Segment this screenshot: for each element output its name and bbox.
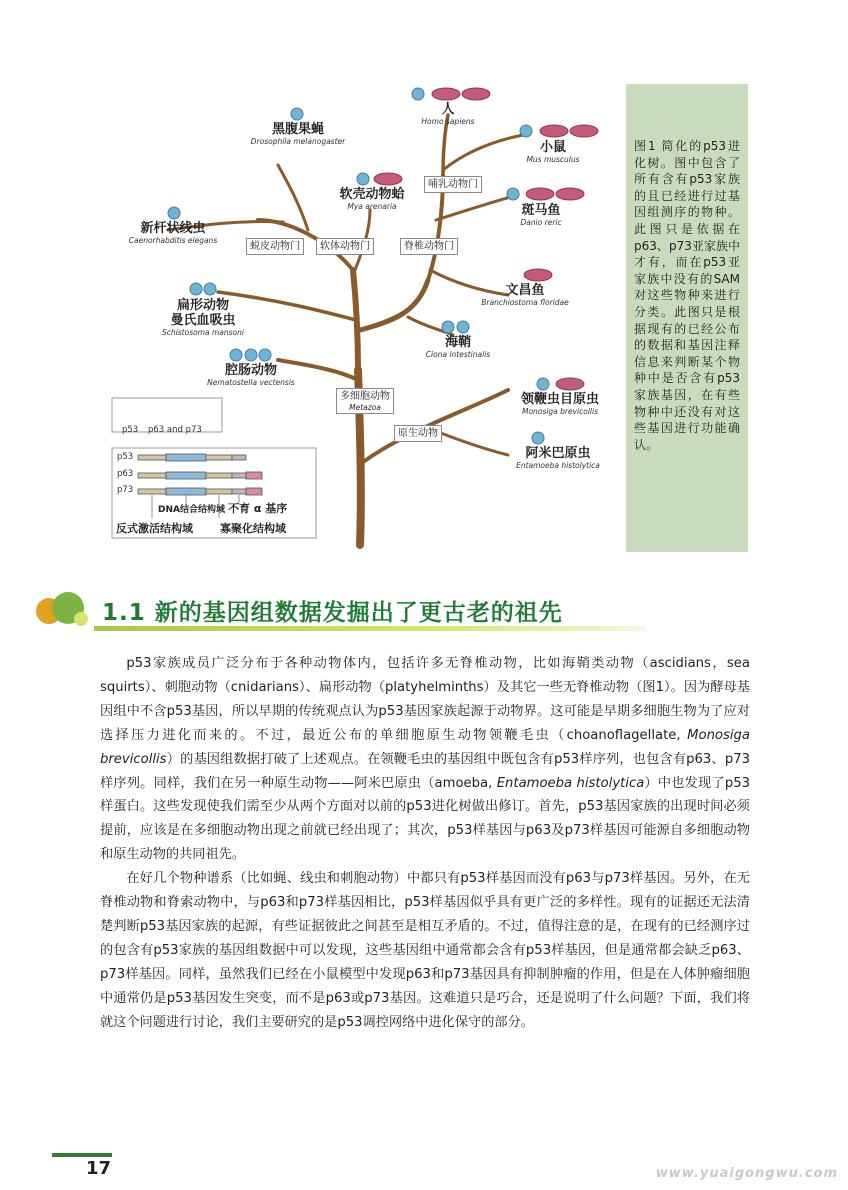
watermark: www.yuaigongwu.com [655, 1166, 838, 1181]
species-latin: Monosiga brevicollis [522, 407, 598, 416]
species-name: 软壳动物蛤 [339, 187, 405, 202]
species-name: 阿米巴原虫 [525, 446, 591, 461]
legend-sam-domain: 不育 α 基序 [228, 502, 288, 515]
section-title: 1.1 新的基因组数据发掘出了更古老的祖先 [102, 600, 563, 626]
species-name: 腔肠动物 [224, 363, 277, 378]
clade-metazoa-latin: Metazoa [349, 403, 381, 412]
species-latin: Entamoeba histolytica [516, 461, 600, 470]
paragraph-1 [100, 652, 750, 867]
species-latin: Danio reric [520, 218, 562, 227]
species-entamoeba [510, 446, 606, 471]
legend-p53-label: p53 [122, 425, 139, 435]
species-nematode [118, 221, 228, 246]
p1-italic-monosiga: Monosiga brevicollis [100, 727, 750, 767]
species-name: 人 [441, 102, 455, 117]
species-name: 文昌鱼 [505, 283, 545, 298]
p1-part-c: ）的基因组数据打破了上述观点。在领鞭毛虫的基因组中既包含有p53样序列，也包含有p63、p73样序列。同样，我们在另一种原生动物——阿米巴原虫（amoeba, [100, 751, 750, 791]
p1-part-a: p53家族成员广泛分布于各种动物体内，包括许多无脊椎动物，比如海鞘类动物（ascidians，sea squirts）、刺胞动物（cnidarians）、扁形动物（platyhelminths）及其它一些无脊椎动物（图1）。因为酵母基因组中不含p53基因，所以早期的传统观点认为p53基因家族起源于动物界。这可能是早期多细胞生物为了应对选择压力进化而来的。不过，最近公布的单细胞原生动物领鞭毛虫（choanoflagellate, [100, 656, 750, 743]
species-name: 新杆状线虫 [140, 221, 206, 236]
body-text [100, 652, 750, 1035]
species-name: 领鞭虫目原虫 [520, 392, 599, 407]
clade-protozoa: 原生动物 [394, 425, 442, 442]
decor-ball-lime [74, 612, 88, 626]
figure-caption [626, 84, 748, 552]
clade-mollusca: 软体动物门 [316, 238, 374, 255]
species-monosiga [512, 392, 608, 417]
species-mouse [508, 140, 598, 165]
species-name: 扁形动物 [176, 298, 229, 313]
species-drosophila [228, 122, 368, 147]
legend-row-p53: p53 [117, 452, 134, 462]
species-clam [324, 187, 420, 212]
legend-dna-domain: DNA结合结构域 [158, 505, 225, 515]
legend-trans-domain: 反式激活结构域 [116, 522, 193, 535]
species-name: 海鞘 [444, 335, 471, 350]
caption-text: 图1 简化的p53进化树。图中包含了所有含有p53家族的且已经进行过基因组测序的物种。此图只是依据在p63、p73亚家族中才有，而在p53亚家族中没有的SAM对这些物种来进行分类。此图只是根据现有的已经公布的数据和基因注释信息来判断某个物种中是否含有p53家族基因，在有些物种中还没有对这些基因进行功能确认。 [634, 139, 740, 452]
species-latin: Homo sapiens [421, 117, 475, 126]
species-name-2: 曼氏血吸虫 [170, 313, 236, 328]
page-number: 17 [86, 1158, 112, 1179]
species-latin: Caenorhabditis elegans [128, 236, 218, 245]
species-latin: Ciona intestinalis [425, 350, 491, 359]
page-number-rule [52, 1153, 112, 1157]
species-latin: Mus musculus [526, 155, 580, 164]
species-human [388, 102, 508, 127]
species-name: 黑腹果蝇 [271, 122, 324, 137]
clade-ecdysozoa: 蜕皮动物门 [246, 238, 304, 255]
species-amphioxus [470, 283, 580, 308]
species-latin: Nematostella vectensis [207, 378, 295, 387]
species-ciona [418, 335, 498, 360]
paragraph-2: 在好几个物种谱系（比如蝇、线虫和刺胞动物）中都只有p53样基因而没有p63与p73样基因。另外，在无脊椎动物和脊索动物中，与p63和p73样基因相比，p53样基因似乎具有更广泛的多样性。现有的证据还无法清楚判断p53基因家族的起源，有些证据彼此之间甚至是相互矛盾的。不过，值得注意的是，在现有的已经测序过的包含有p53家族的基因组数据中可以发现，这些基因组中通常都会含有p53样基因，但是通常都会缺乏p63、p73样基因。同样，虽然我们已经在小鼠模型中发现p63和p73基因具有抑制肿瘤的作用，但是在人体肿瘤细胞中通常仍是p53基因发生突变，而不是p63或p73基因。这难道只是巧合，还是说明了什么问题？下面，我们将就这个问题进行讨论，我们主要研究的是p53调控网络中进化保守的部分。 [100, 871, 750, 1030]
section-heading [36, 588, 646, 634]
species-flatworm [148, 298, 258, 338]
species-zebrafish [506, 203, 576, 228]
species-latin: Schistosoma mansoni [162, 328, 244, 337]
clade-metazoa-name: 多细胞动物 [340, 391, 390, 402]
clade-metazoa [336, 388, 394, 414]
legend-oligo-domain: 寡聚化结构域 [220, 522, 286, 535]
species-latin: Mya arenaria [347, 202, 397, 211]
heading-underline [94, 626, 646, 631]
legend-row-p73: p73 [117, 485, 134, 495]
legend-row-p63: p63 [117, 469, 134, 479]
clade-mammals: 哺乳动物门 [424, 176, 482, 193]
species-latin: Branchiostoma floridae [481, 298, 569, 307]
species-nematostella [196, 363, 306, 388]
species-name: 斑马鱼 [521, 203, 561, 218]
p1-italic-entamoeba: Entamoeba histolytica [496, 775, 645, 791]
clade-vertebrata: 脊椎动物门 [400, 238, 458, 255]
species-name: 小鼠 [539, 140, 566, 155]
p1-part-e: ）中也发现了p53样蛋白。这些发现使我们需至少从两个方面对以前的p53进化树做出修订。首先，p53基因家族的出现时间必须提前，应该是在多细胞动物出现之前就已经出现了；其次，p53样基因与p63及p73样基因可能源自多细胞动物和原生动物的共同祖先。 [100, 775, 750, 863]
species-latin: Drosophila melanogaster [250, 137, 346, 146]
evolution-tree-figure [108, 70, 608, 550]
legend-p63p73-label: p63 and p73 [148, 425, 202, 435]
